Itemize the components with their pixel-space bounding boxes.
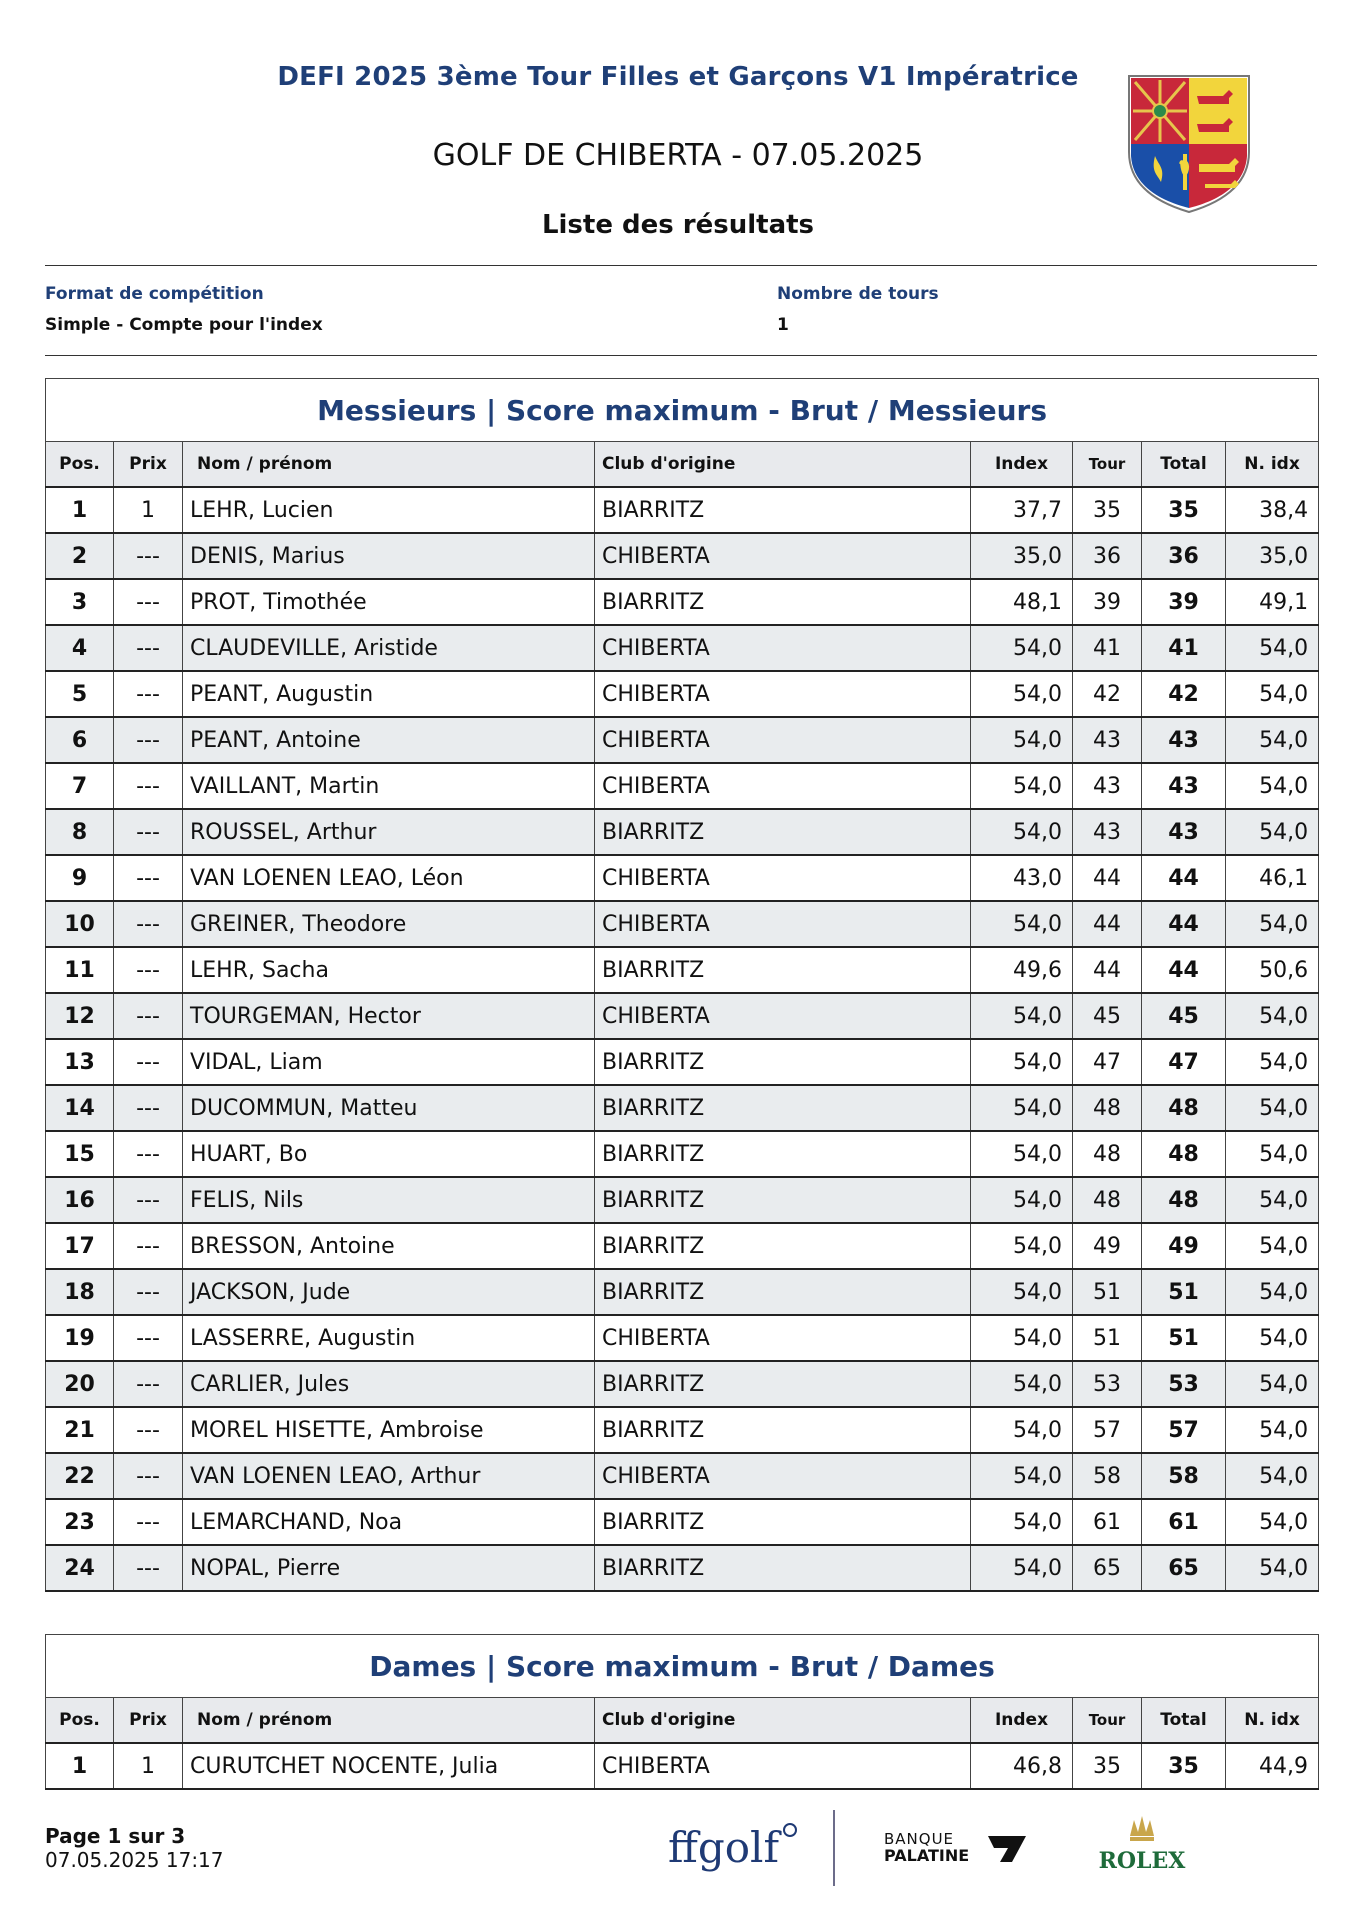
cell-tour: 48: [1073, 1131, 1142, 1177]
cell-index: 54,0: [971, 1407, 1073, 1453]
cell-nom: ROUSSEL, Arthur: [183, 809, 595, 855]
cell-club: BIARRITZ: [595, 1177, 971, 1223]
cell-nom: NOPAL, Pierre: [183, 1545, 595, 1591]
cell-pos: 19: [46, 1315, 114, 1361]
cell-pos: 16: [46, 1177, 114, 1223]
table-row: [46, 1743, 1319, 1789]
cell-prix: ---: [114, 901, 183, 947]
cell-club: CHIBERTA: [595, 763, 971, 809]
cell-pos: 18: [46, 1269, 114, 1315]
ffgolf-logo-icon: [668, 1816, 798, 1876]
cell-tour: 49: [1073, 1223, 1142, 1269]
ffgolf-logo-text: ffgolf: [668, 1823, 779, 1872]
table-row: [46, 1131, 1319, 1177]
table-row: [46, 533, 1319, 579]
cell-index: 54,0: [971, 717, 1073, 763]
cell-total: 47: [1142, 1039, 1226, 1085]
cell-index: 46,8: [971, 1743, 1073, 1789]
cell-nom: LEHR, Lucien: [183, 487, 595, 533]
cell-tour: 53: [1073, 1361, 1142, 1407]
cell-club: BIARRITZ: [595, 1131, 971, 1177]
cell-pos: 10: [46, 901, 114, 947]
cell-nom: HUART, Bo: [183, 1131, 595, 1177]
cell-nom: BRESSON, Antoine: [183, 1223, 595, 1269]
cell-nom: DUCOMMUN, Matteu: [183, 1085, 595, 1131]
cell-nidx: 54,0: [1226, 1223, 1319, 1269]
col-index-header: Index: [971, 442, 1073, 488]
cell-index: 54,0: [971, 671, 1073, 717]
cell-prix: ---: [114, 1453, 183, 1499]
cell-nom: VAILLANT, Martin: [183, 763, 595, 809]
cell-tour: 44: [1073, 947, 1142, 993]
col-prix-header: Prix: [114, 1698, 183, 1744]
cell-pos: 9: [46, 855, 114, 901]
cell-pos: 1: [46, 1743, 114, 1789]
cell-nidx: 54,0: [1226, 1361, 1319, 1407]
cell-prix: ---: [114, 1499, 183, 1545]
cell-tour: 65: [1073, 1545, 1142, 1591]
page-number: Page 1 sur 3: [45, 1824, 186, 1848]
table-row: [46, 993, 1319, 1039]
cell-prix: ---: [114, 1039, 183, 1085]
table-row: [46, 1361, 1319, 1407]
cell-tour: 57: [1073, 1407, 1142, 1453]
cell-club: BIARRITZ: [595, 947, 971, 993]
cell-nidx: 54,0: [1226, 1499, 1319, 1545]
col-nidx-header: N. idx: [1226, 442, 1319, 488]
cell-club: BIARRITZ: [595, 487, 971, 533]
cell-club: BIARRITZ: [595, 1269, 971, 1315]
cell-club: BIARRITZ: [595, 1223, 971, 1269]
table-row: [46, 1085, 1319, 1131]
cell-nom: GREINER, Theodore: [183, 901, 595, 947]
cell-nidx: 54,0: [1226, 1085, 1319, 1131]
col-pos-header: Pos.: [46, 442, 114, 488]
table-header-row: [46, 1698, 1319, 1744]
cell-prix: 1: [114, 1743, 183, 1789]
format-value: Simple - Compte pour l'index: [45, 315, 323, 335]
cell-index: 54,0: [971, 763, 1073, 809]
banque-palatine-logo-icon: [884, 1828, 1034, 1868]
cell-total: 42: [1142, 671, 1226, 717]
table-header-row: [46, 442, 1319, 488]
cell-pos: 11: [46, 947, 114, 993]
coat-of-arms-icon: [1125, 72, 1253, 214]
cell-nidx: 54,0: [1226, 1315, 1319, 1361]
cell-prix: ---: [114, 1315, 183, 1361]
cell-index: 54,0: [971, 809, 1073, 855]
table-row: [46, 671, 1319, 717]
cell-index: 54,0: [971, 1085, 1073, 1131]
cell-prix: ---: [114, 671, 183, 717]
messieurs-table-title: Messieurs | Score maximum - Brut / Messieurs: [46, 379, 1319, 442]
cell-tour: 42: [1073, 671, 1142, 717]
cell-total: 48: [1142, 1085, 1226, 1131]
cell-nidx: 44,9: [1226, 1743, 1319, 1789]
header-divider: [45, 265, 1317, 266]
cell-club: CHIBERTA: [595, 625, 971, 671]
cell-club: CHIBERTA: [595, 901, 971, 947]
cell-total: 35: [1142, 487, 1226, 533]
cell-pos: 1: [46, 487, 114, 533]
cell-tour: 51: [1073, 1269, 1142, 1315]
col-nom-header: Nom / prénom: [183, 442, 595, 488]
cell-total: 43: [1142, 717, 1226, 763]
cell-club: CHIBERTA: [595, 533, 971, 579]
cell-nidx: 54,0: [1226, 809, 1319, 855]
table-row: [46, 1545, 1319, 1591]
cell-index: 49,6: [971, 947, 1073, 993]
cell-nidx: 54,0: [1226, 993, 1319, 1039]
cell-prix: ---: [114, 1361, 183, 1407]
cell-pos: 15: [46, 1131, 114, 1177]
cell-club: CHIBERTA: [595, 1315, 971, 1361]
table-row: [46, 901, 1319, 947]
col-nidx-header: N. idx: [1226, 1698, 1319, 1744]
cell-pos: 6: [46, 717, 114, 763]
cell-tour: 48: [1073, 1177, 1142, 1223]
cell-nom: JACKSON, Jude: [183, 1269, 595, 1315]
cell-club: BIARRITZ: [595, 1085, 971, 1131]
cell-nidx: 54,0: [1226, 625, 1319, 671]
table-row: [46, 763, 1319, 809]
cell-total: 58: [1142, 1453, 1226, 1499]
cell-club: CHIBERTA: [595, 717, 971, 763]
cell-club: CHIBERTA: [595, 855, 971, 901]
cell-index: 43,0: [971, 855, 1073, 901]
cell-prix: ---: [114, 1269, 183, 1315]
cell-tour: 39: [1073, 579, 1142, 625]
table-row: [46, 947, 1319, 993]
cell-club: BIARRITZ: [595, 1039, 971, 1085]
cell-tour: 36: [1073, 533, 1142, 579]
info-divider: [45, 355, 1317, 356]
event-title: DEFI 2025 3ème Tour Filles et Garçons V1 Impératrice: [277, 62, 1079, 92]
cell-prix: ---: [114, 717, 183, 763]
col-prix-header: Prix: [114, 442, 183, 488]
cell-nidx: 38,4: [1226, 487, 1319, 533]
cell-club: BIARRITZ: [595, 1499, 971, 1545]
table-row: [46, 1039, 1319, 1085]
table-row: [46, 1499, 1319, 1545]
cell-nom: VAN LOENEN LEAO, Arthur: [183, 1453, 595, 1499]
cell-prix: ---: [114, 809, 183, 855]
cell-tour: 44: [1073, 855, 1142, 901]
cell-nidx: 54,0: [1226, 1545, 1319, 1591]
rolex-logo-text: ROLEX: [1098, 1848, 1186, 1874]
cell-prix: ---: [114, 1177, 183, 1223]
cell-index: 54,0: [971, 1315, 1073, 1361]
cell-pos: 23: [46, 1499, 114, 1545]
cell-nidx: 54,0: [1226, 1453, 1319, 1499]
venue-date: GOLF DE CHIBERTA - 07.05.2025: [432, 138, 924, 173]
cell-nom: LASSERRE, Augustin: [183, 1315, 595, 1361]
cell-total: 65: [1142, 1545, 1226, 1591]
col-club-header: Club d'origine: [595, 1698, 971, 1744]
table-row: [46, 1315, 1319, 1361]
cell-club: CHIBERTA: [595, 1743, 971, 1789]
col-total-header: Total: [1142, 442, 1226, 488]
cell-total: 45: [1142, 993, 1226, 1039]
cell-index: 54,0: [971, 1039, 1073, 1085]
cell-nom: VIDAL, Liam: [183, 1039, 595, 1085]
cell-club: BIARRITZ: [595, 1361, 971, 1407]
cell-prix: ---: [114, 1223, 183, 1269]
cell-tour: 35: [1073, 487, 1142, 533]
dames-results-table: [45, 1634, 1319, 1790]
cell-nom: PEANT, Augustin: [183, 671, 595, 717]
cell-nidx: 54,0: [1226, 671, 1319, 717]
table-row: [46, 579, 1319, 625]
cell-club: BIARRITZ: [595, 809, 971, 855]
cell-total: 44: [1142, 947, 1226, 993]
cell-club: CHIBERTA: [595, 1453, 971, 1499]
cell-total: 57: [1142, 1407, 1226, 1453]
table-row: [46, 809, 1319, 855]
cell-nom: LEHR, Sacha: [183, 947, 595, 993]
cell-tour: 48: [1073, 1085, 1142, 1131]
cell-tour: 35: [1073, 1743, 1142, 1789]
table-row: [46, 1177, 1319, 1223]
cell-index: 54,0: [971, 993, 1073, 1039]
cell-pos: 22: [46, 1453, 114, 1499]
col-tour-header: Tour: [1073, 1698, 1142, 1744]
cell-pos: 21: [46, 1407, 114, 1453]
cell-nom: LEMARCHAND, Noa: [183, 1499, 595, 1545]
cell-index: 54,0: [971, 1361, 1073, 1407]
cell-pos: 5: [46, 671, 114, 717]
table-row: [46, 1223, 1319, 1269]
cell-nom: CARLIER, Jules: [183, 1361, 595, 1407]
cell-nidx: 54,0: [1226, 1177, 1319, 1223]
cell-nom: PEANT, Antoine: [183, 717, 595, 763]
cell-total: 43: [1142, 763, 1226, 809]
format-label: Format de compétition: [45, 284, 264, 304]
table-row: [46, 1407, 1319, 1453]
cell-index: 54,0: [971, 1499, 1073, 1545]
cell-prix: ---: [114, 1085, 183, 1131]
cell-club: BIARRITZ: [595, 579, 971, 625]
col-total-header: Total: [1142, 1698, 1226, 1744]
col-index-header: Index: [971, 1698, 1073, 1744]
cell-nom: DENIS, Marius: [183, 533, 595, 579]
cell-index: 54,0: [971, 1545, 1073, 1591]
cell-index: 54,0: [971, 625, 1073, 671]
cell-total: 48: [1142, 1177, 1226, 1223]
cell-index: 48,1: [971, 579, 1073, 625]
cell-tour: 41: [1073, 625, 1142, 671]
cell-pos: 14: [46, 1085, 114, 1131]
cell-total: 53: [1142, 1361, 1226, 1407]
cell-tour: 58: [1073, 1453, 1142, 1499]
cell-nidx: 54,0: [1226, 1131, 1319, 1177]
cell-total: 35: [1142, 1743, 1226, 1789]
cell-prix: ---: [114, 993, 183, 1039]
cell-prix: ---: [114, 1131, 183, 1177]
col-club-header: Club d'origine: [595, 442, 971, 488]
cell-pos: 3: [46, 579, 114, 625]
dames-table-title: Dames | Score maximum - Brut / Dames: [46, 1635, 1319, 1698]
results-subtitle: Liste des résultats: [541, 210, 815, 240]
cell-nom: TOURGEMAN, Hector: [183, 993, 595, 1039]
cell-total: 48: [1142, 1131, 1226, 1177]
cell-index: 54,0: [971, 1177, 1073, 1223]
cell-pos: 20: [46, 1361, 114, 1407]
cell-nom: PROT, Timothée: [183, 579, 595, 625]
cell-index: 54,0: [971, 901, 1073, 947]
cell-nidx: 35,0: [1226, 533, 1319, 579]
cell-prix: ---: [114, 1545, 183, 1591]
cell-prix: ---: [114, 763, 183, 809]
cell-tour: 43: [1073, 717, 1142, 763]
cell-nidx: 54,0: [1226, 1269, 1319, 1315]
rolex-crown-icon: [1092, 1812, 1192, 1876]
cell-total: 61: [1142, 1499, 1226, 1545]
cell-nom: CLAUDEVILLE, Aristide: [183, 625, 595, 671]
cell-total: 44: [1142, 901, 1226, 947]
cell-prix: 1: [114, 487, 183, 533]
cell-total: 39: [1142, 579, 1226, 625]
cell-total: 49: [1142, 1223, 1226, 1269]
banque-logo-line2: PALATINE: [884, 1846, 970, 1865]
cell-total: 44: [1142, 855, 1226, 901]
table-row: [46, 487, 1319, 533]
cell-nidx: 46,1: [1226, 855, 1319, 901]
cell-tour: 47: [1073, 1039, 1142, 1085]
cell-prix: ---: [114, 947, 183, 993]
cell-prix: ---: [114, 855, 183, 901]
cell-nidx: 54,0: [1226, 901, 1319, 947]
cell-index: 37,7: [971, 487, 1073, 533]
cell-index: 54,0: [971, 1131, 1073, 1177]
cell-index: 54,0: [971, 1223, 1073, 1269]
cell-total: 51: [1142, 1269, 1226, 1315]
cell-nom: MOREL HISETTE, Ambroise: [183, 1407, 595, 1453]
cell-pos: 13: [46, 1039, 114, 1085]
footer-logo-separator: [833, 1810, 835, 1886]
cell-tour: 44: [1073, 901, 1142, 947]
cell-nidx: 49,1: [1226, 579, 1319, 625]
cell-club: BIARRITZ: [595, 1407, 971, 1453]
cell-total: 43: [1142, 809, 1226, 855]
print-timestamp: 07.05.2025 17:17: [45, 1848, 224, 1872]
cell-index: 54,0: [971, 1453, 1073, 1499]
cell-tour: 45: [1073, 993, 1142, 1039]
table-row: [46, 1269, 1319, 1315]
rounds-label: Nombre de tours: [777, 284, 939, 304]
cell-tour: 43: [1073, 809, 1142, 855]
cell-club: BIARRITZ: [595, 1545, 971, 1591]
cell-tour: 43: [1073, 763, 1142, 809]
cell-total: 51: [1142, 1315, 1226, 1361]
col-tour-header: Tour: [1073, 442, 1142, 488]
messieurs-results-table: [45, 378, 1319, 1592]
cell-pos: 2: [46, 533, 114, 579]
cell-prix: ---: [114, 1407, 183, 1453]
cell-prix: ---: [114, 579, 183, 625]
cell-nom: FELIS, Nils: [183, 1177, 595, 1223]
cell-prix: ---: [114, 625, 183, 671]
table-row: [46, 855, 1319, 901]
col-pos-header: Pos.: [46, 1698, 114, 1744]
cell-nidx: 54,0: [1226, 763, 1319, 809]
cell-total: 36: [1142, 533, 1226, 579]
banque-logo-line1: BANQUE: [884, 1830, 955, 1848]
table-row: [46, 1453, 1319, 1499]
cell-total: 41: [1142, 625, 1226, 671]
cell-nidx: 50,6: [1226, 947, 1319, 993]
table-row: [46, 625, 1319, 671]
cell-nom: VAN LOENEN LEAO, Léon: [183, 855, 595, 901]
cell-pos: 17: [46, 1223, 114, 1269]
cell-nidx: 54,0: [1226, 1407, 1319, 1453]
cell-club: CHIBERTA: [595, 993, 971, 1039]
col-nom-header: Nom / prénom: [183, 1698, 595, 1744]
cell-index: 54,0: [971, 1269, 1073, 1315]
table-row: [46, 717, 1319, 763]
cell-prix: ---: [114, 533, 183, 579]
cell-nidx: 54,0: [1226, 717, 1319, 763]
cell-pos: 7: [46, 763, 114, 809]
cell-club: CHIBERTA: [595, 671, 971, 717]
cell-tour: 51: [1073, 1315, 1142, 1361]
cell-nidx: 54,0: [1226, 1039, 1319, 1085]
cell-pos: 8: [46, 809, 114, 855]
cell-tour: 61: [1073, 1499, 1142, 1545]
cell-pos: 24: [46, 1545, 114, 1591]
cell-nom: CURUTCHET NOCENTE, Julia: [183, 1743, 595, 1789]
cell-pos: 4: [46, 625, 114, 671]
rounds-value: 1: [777, 315, 789, 335]
cell-pos: 12: [46, 993, 114, 1039]
cell-index: 35,0: [971, 533, 1073, 579]
